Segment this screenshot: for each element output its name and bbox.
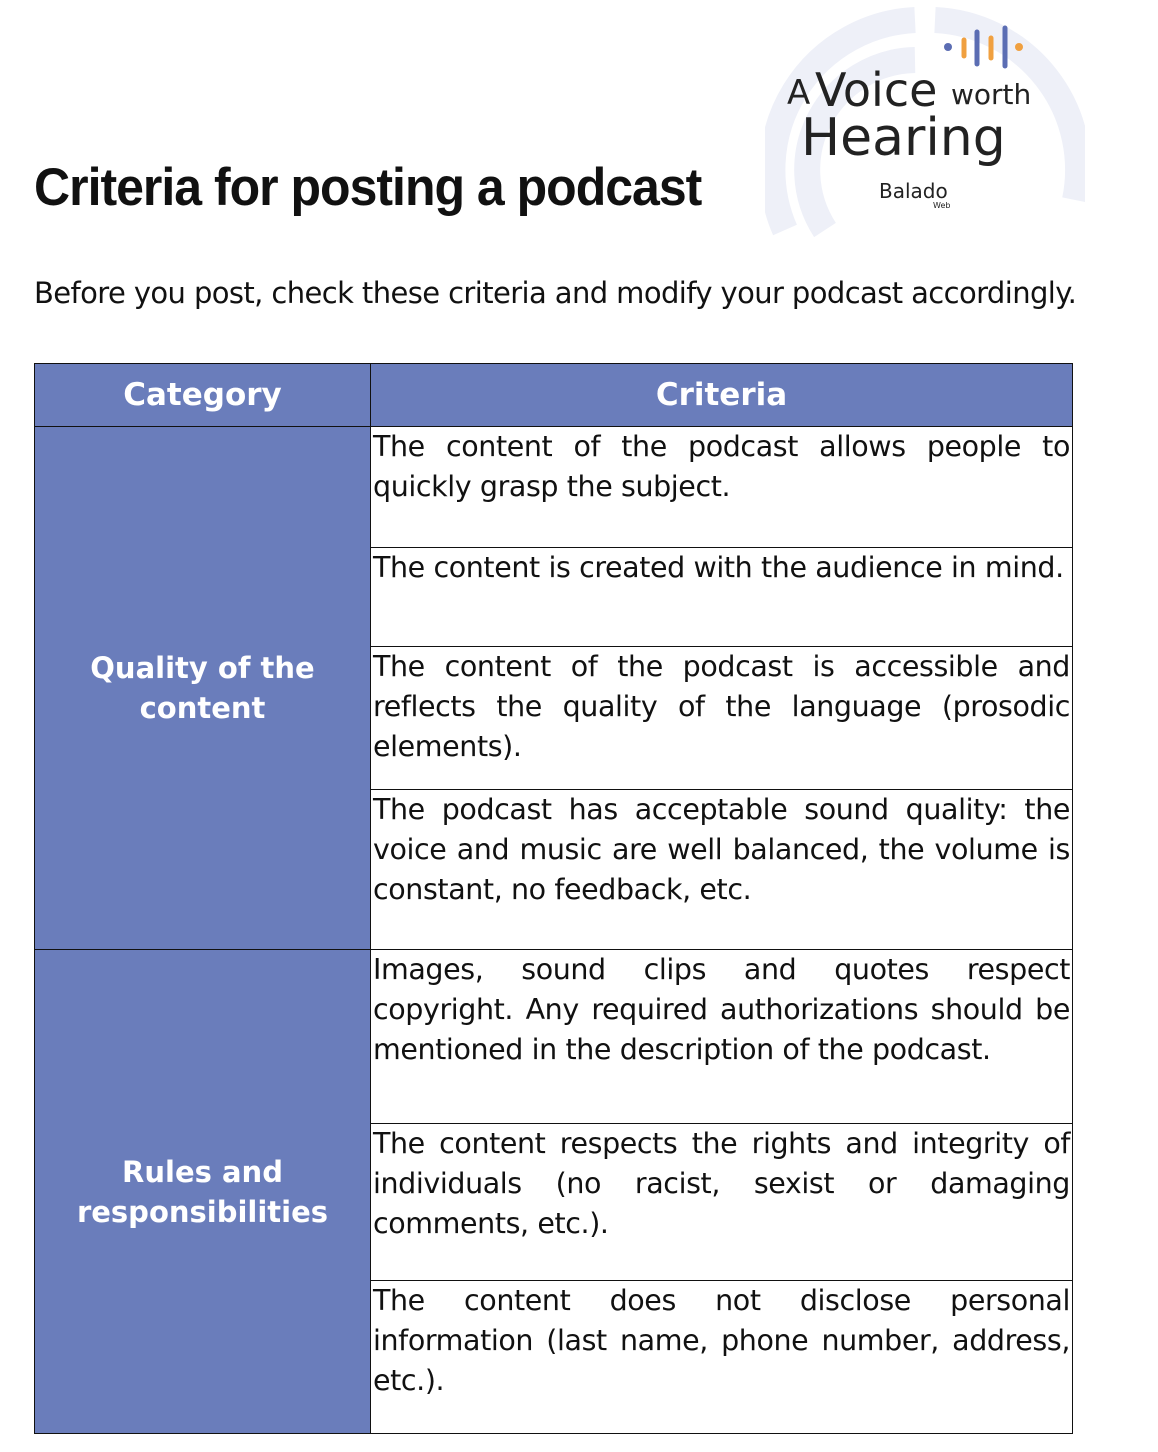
page-title: Criteria for posting a podcast — [34, 157, 702, 217]
a-voice-worth-hearing-logo — [765, 0, 1085, 240]
category-cell: Rules and responsibilities — [35, 950, 371, 1434]
criteria-cell: The content respects the rights and integrity of individuals (no racist, sexist or damaging comments, etc.). — [371, 1124, 1073, 1281]
criteria-cell: The content of the podcast is accessible and reflects the quality of the language (prosodic elements). — [371, 647, 1073, 790]
criteria-cell: The content is created with the audience in mind. — [371, 548, 1073, 647]
category-cell: Quality of the content — [35, 427, 371, 950]
header-criteria: Criteria — [371, 364, 1073, 427]
svg-text:worth: worth — [951, 78, 1032, 111]
table-header-row — [35, 364, 1073, 427]
table-row — [35, 427, 1073, 548]
svg-text:A: A — [787, 73, 811, 113]
criteria-table — [34, 363, 1073, 1434]
svg-text:Voice: Voice — [815, 63, 938, 117]
svg-text:Hearing: Hearing — [801, 108, 1006, 168]
intro-text: Before you post, check these criteria and modify your podcast accordingly. — [34, 276, 1077, 310]
svg-text:Web: Web — [933, 201, 951, 210]
header-category: Category — [35, 364, 371, 427]
criteria-cell: The podcast has acceptable sound quality: the voice and music are well balanced, the volume is constant, no feedback, etc. — [371, 790, 1073, 950]
table-row — [35, 950, 1073, 1124]
svg-text:Balado: Balado — [879, 179, 948, 203]
criteria-cell: The content of the podcast allows people to quickly grasp the subject. — [371, 427, 1073, 548]
criteria-cell: Images, sound clips and quotes respect copyright. Any required authorizations should be mentioned in the description of the podcast. — [371, 950, 1073, 1124]
criteria-cell: The content does not disclose personal information (last name, phone number, address, etc.). — [371, 1281, 1073, 1434]
